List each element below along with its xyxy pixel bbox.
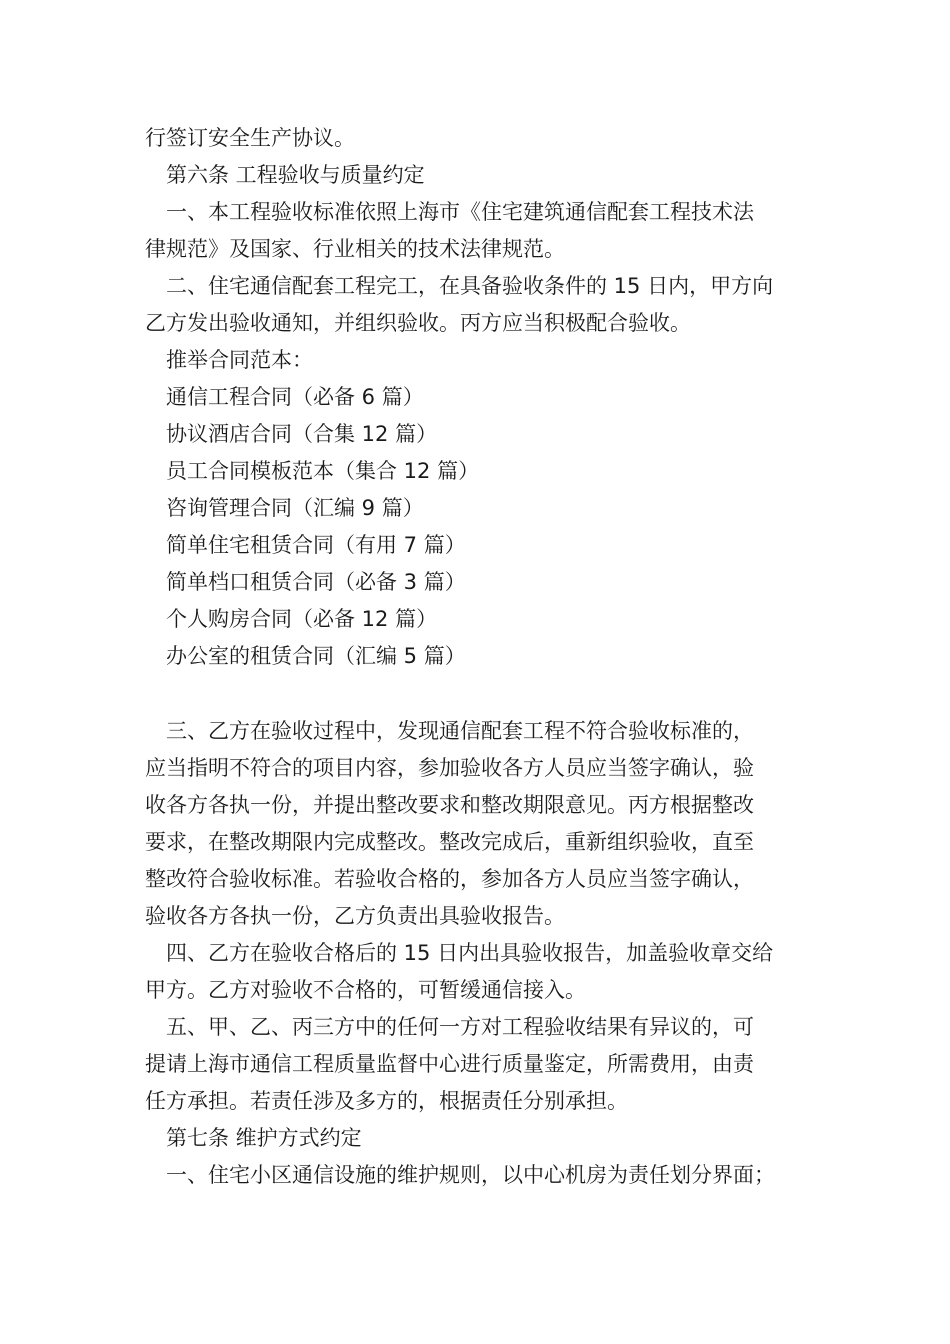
text-line: 任方承担。若责任涉及多方的，根据责任分别承担。 [145, 1089, 628, 1113]
text-line: 简单档口租赁合同（必备 3 篇） [166, 570, 466, 594]
text-line: 四、乙方在验收合格后的 15 日内出具验收报告，加盖验收章交给 [166, 941, 774, 965]
text-line: 员工合同模板范本（集合 12 篇） [166, 459, 480, 483]
text-line: 个人购房合同（必备 12 篇） [166, 607, 438, 631]
text-line: 协议酒店合同（合集 12 篇） [166, 422, 438, 446]
text-line: 要求，在整改期限内完成整改。整改完成后，重新组织验收，直至 [145, 830, 754, 854]
text-line: 一、本工程验收标准依照上海市《住宅建筑通信配套工程技术法 [166, 200, 754, 224]
text-line: 五、甲、乙、丙三方中的任何一方对工程验收结果有异议的，可 [166, 1015, 754, 1039]
text-line: 简单住宅租赁合同（有用 7 篇） [166, 533, 466, 557]
text-line: 一、住宅小区通信设施的维护规则，以中心机房为责任划分界面； [166, 1163, 775, 1187]
text-line: 第六条 工程验收与质量约定 [166, 163, 425, 187]
paragraph-block-top [145, 120, 825, 675]
paragraph-block-bottom [145, 713, 825, 1194]
text-line: 二、住宅通信配套工程完工，在具备验收条件的 15 日内，甲方向 [166, 274, 774, 298]
text-line: 行签订安全生产协议。 [145, 126, 355, 150]
text-line: 甲方。乙方对验收不合格的，可暂缓通信接入。 [145, 978, 586, 1002]
text-line: 办公室的租赁合同（汇编 5 篇） [166, 644, 466, 668]
text-line: 推举合同范本： [166, 348, 313, 372]
text-line: 第七条 维护方式约定 [166, 1126, 362, 1150]
text-line: 应当指明不符合的项目内容，参加验收各方人员应当签字确认，验 [145, 756, 754, 780]
text-line: 咨询管理合同（汇编 9 篇） [166, 496, 424, 520]
text-line: 整改符合验收标准。若验收合格的，参加各方人员应当签字确认， [145, 867, 754, 891]
text-line: 通信工程合同（必备 6 篇） [166, 385, 424, 409]
text-line: 验收各方各执一份，乙方负责出具验收报告。 [145, 904, 565, 928]
text-line: 提请上海市通信工程质量监督中心进行质量鉴定，所需费用，由责 [145, 1052, 754, 1076]
text-line: 乙方发出验收通知，并组织验收。丙方应当积极配合验收。 [145, 311, 691, 335]
text-line: 律规范》及国家、行业相关的技术法律规范。 [145, 237, 565, 261]
text-line: 收各方各执一份，并提出整改要求和整改期限意见。丙方根据整改 [145, 793, 754, 817]
document-body [145, 120, 825, 1194]
paragraph-gap [145, 675, 825, 713]
text-line: 三、乙方在验收过程中，发现通信配套工程不符合验收标准的， [166, 719, 754, 743]
